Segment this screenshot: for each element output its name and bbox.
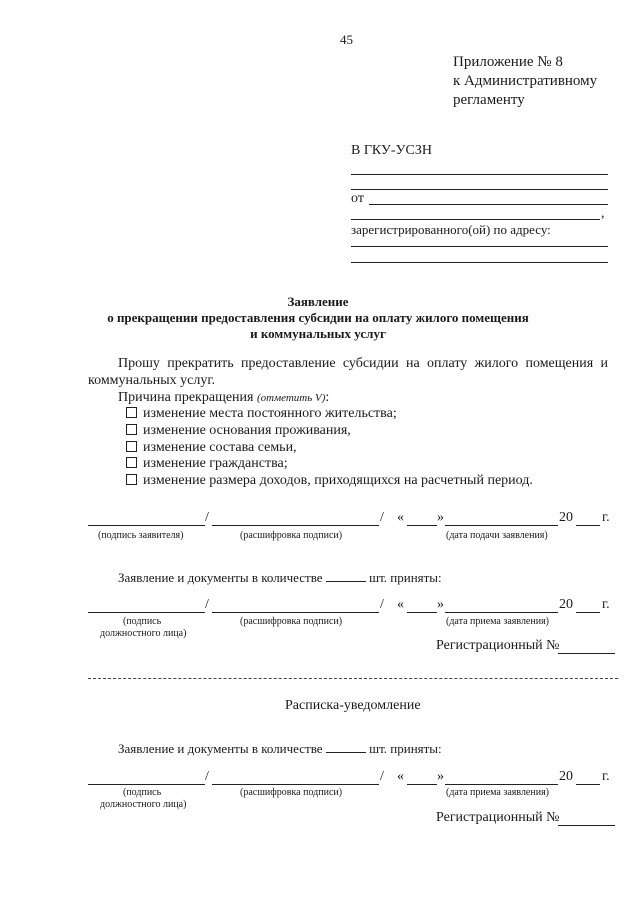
reason-colon: :: [325, 390, 330, 405]
from-name-line-2[interactable]: [351, 219, 600, 220]
reason-text: изменение размера доходов, приходящихся на расчетный период.: [143, 473, 533, 488]
request-text-line-1: Прошу прекратить предоставление субсидии на оплату жилого помещения и: [118, 356, 608, 371]
applicant-signature-line[interactable]: [88, 525, 205, 526]
quote-open: «: [397, 769, 404, 784]
cut-line: [88, 678, 618, 679]
slash: /: [380, 510, 384, 525]
appendix-line-3: регламенту: [453, 92, 525, 108]
document-title-line-2: о прекращении предоставления субсидии на оплату жилого помещения: [107, 310, 529, 325]
month-line[interactable]: [445, 612, 558, 613]
receipt-date-caption: (дата приема заявления): [446, 616, 550, 627]
document-title-line-3: и коммунальных услуг: [250, 326, 386, 341]
reason-item[interactable]: [126, 456, 288, 472]
acceptance-text-after: шт. приняты:: [369, 741, 442, 756]
year-line[interactable]: [576, 525, 600, 526]
year-prefix: 20: [559, 769, 573, 784]
from-comma: ,: [601, 206, 605, 221]
year-line[interactable]: [576, 612, 600, 613]
addressee-to: В ГКУ-УСЗН: [351, 143, 432, 158]
reason-text: изменение состава семьи,: [143, 440, 297, 455]
reason-text: изменение места постоянного жительства;: [143, 406, 397, 421]
acceptance-line: [118, 741, 442, 757]
applicant-decoding-line[interactable]: [212, 525, 379, 526]
acceptance-text: Заявление и документы в количестве: [118, 570, 323, 585]
appendix-line-1: Приложение № 8: [453, 54, 563, 70]
document-title: Заявление: [287, 294, 349, 309]
year-suffix: г.: [602, 597, 610, 612]
quote-close: »: [437, 597, 444, 612]
quote-close: »: [437, 769, 444, 784]
year-suffix: г.: [602, 510, 610, 525]
day-line[interactable]: [407, 612, 437, 613]
checkbox[interactable]: [126, 474, 137, 485]
slash: /: [205, 769, 209, 784]
quote-open: «: [397, 510, 404, 525]
slash: /: [205, 597, 209, 612]
official-signature-caption-1: (подпись: [123, 616, 162, 627]
checkbox[interactable]: [126, 457, 137, 468]
appendix-line-2: к Административному: [453, 73, 598, 89]
official-signature-caption-2: должностного лица): [100, 628, 187, 639]
checkbox[interactable]: [126, 424, 137, 435]
reason-text: изменение основания проживания,: [143, 423, 351, 438]
official-signature-line[interactable]: [88, 612, 205, 613]
year-suffix: г.: [602, 769, 610, 784]
slash: /: [380, 769, 384, 784]
signature-decoding-caption: (расшифровка подписи): [240, 787, 343, 798]
official-signature-caption-1: (подпись: [123, 787, 162, 798]
quote-close: »: [437, 510, 444, 525]
month-line[interactable]: [445, 525, 558, 526]
acceptance-text-after: шт. приняты:: [369, 570, 442, 585]
receipt-date-caption: (дата приема заявления): [446, 787, 550, 798]
official-signature-caption-2: должностного лица): [100, 799, 187, 810]
official-decoding-line[interactable]: [212, 612, 379, 613]
reason-item[interactable]: [126, 440, 297, 456]
checkbox[interactable]: [126, 441, 137, 452]
addressee-blank-line-1[interactable]: [351, 174, 608, 175]
registration-number-label: Регистрационный №: [436, 810, 560, 825]
applicant-signature-caption: (подпись заявителя): [98, 530, 184, 541]
receipt-title: Расписка-уведомление: [285, 698, 421, 713]
year-prefix: 20: [559, 597, 573, 612]
slash: /: [205, 510, 209, 525]
official-signature-line[interactable]: [88, 784, 205, 785]
registration-number-line[interactable]: [558, 825, 615, 826]
slash: /: [380, 597, 384, 612]
reason-label: Причина прекращения: [118, 390, 254, 405]
acceptance-text: Заявление и документы в количестве: [118, 741, 323, 756]
reason-text: изменение гражданства;: [143, 456, 288, 471]
month-line[interactable]: [445, 784, 558, 785]
year-line[interactable]: [576, 784, 600, 785]
from-label: от: [351, 191, 364, 206]
signature-decoding-caption: (расшифровка подписи): [240, 530, 343, 541]
document-count-line[interactable]: [326, 570, 366, 582]
address-line-2[interactable]: [351, 262, 608, 263]
from-name-line[interactable]: [369, 204, 608, 205]
reason-item[interactable]: [126, 406, 397, 422]
address-line-1[interactable]: [351, 246, 608, 247]
registration-number-line[interactable]: [558, 653, 615, 654]
official-decoding-line[interactable]: [212, 784, 379, 785]
registered-label: зарегистрированного(ой) по адресу:: [351, 222, 551, 237]
document-count-line[interactable]: [326, 741, 366, 753]
request-text-line-2: коммунальных услуг.: [88, 373, 216, 388]
acceptance-line: [118, 570, 442, 586]
day-line[interactable]: [407, 525, 437, 526]
application-date-caption: (дата подачи заявления): [446, 530, 548, 541]
signature-decoding-caption: (расшифровка подписи): [240, 616, 343, 627]
addressee-blank-line-2[interactable]: [351, 189, 608, 190]
reason-item[interactable]: [126, 473, 533, 489]
year-prefix: 20: [559, 510, 573, 525]
page-number: 45: [340, 32, 353, 47]
quote-open: «: [397, 597, 404, 612]
reason-hint: (отметить V): [256, 392, 326, 404]
reason-item[interactable]: [126, 423, 351, 439]
registration-number-label: Регистрационный №: [436, 638, 560, 653]
reason-label-line: [118, 390, 329, 406]
day-line[interactable]: [407, 784, 437, 785]
checkbox[interactable]: [126, 407, 137, 418]
